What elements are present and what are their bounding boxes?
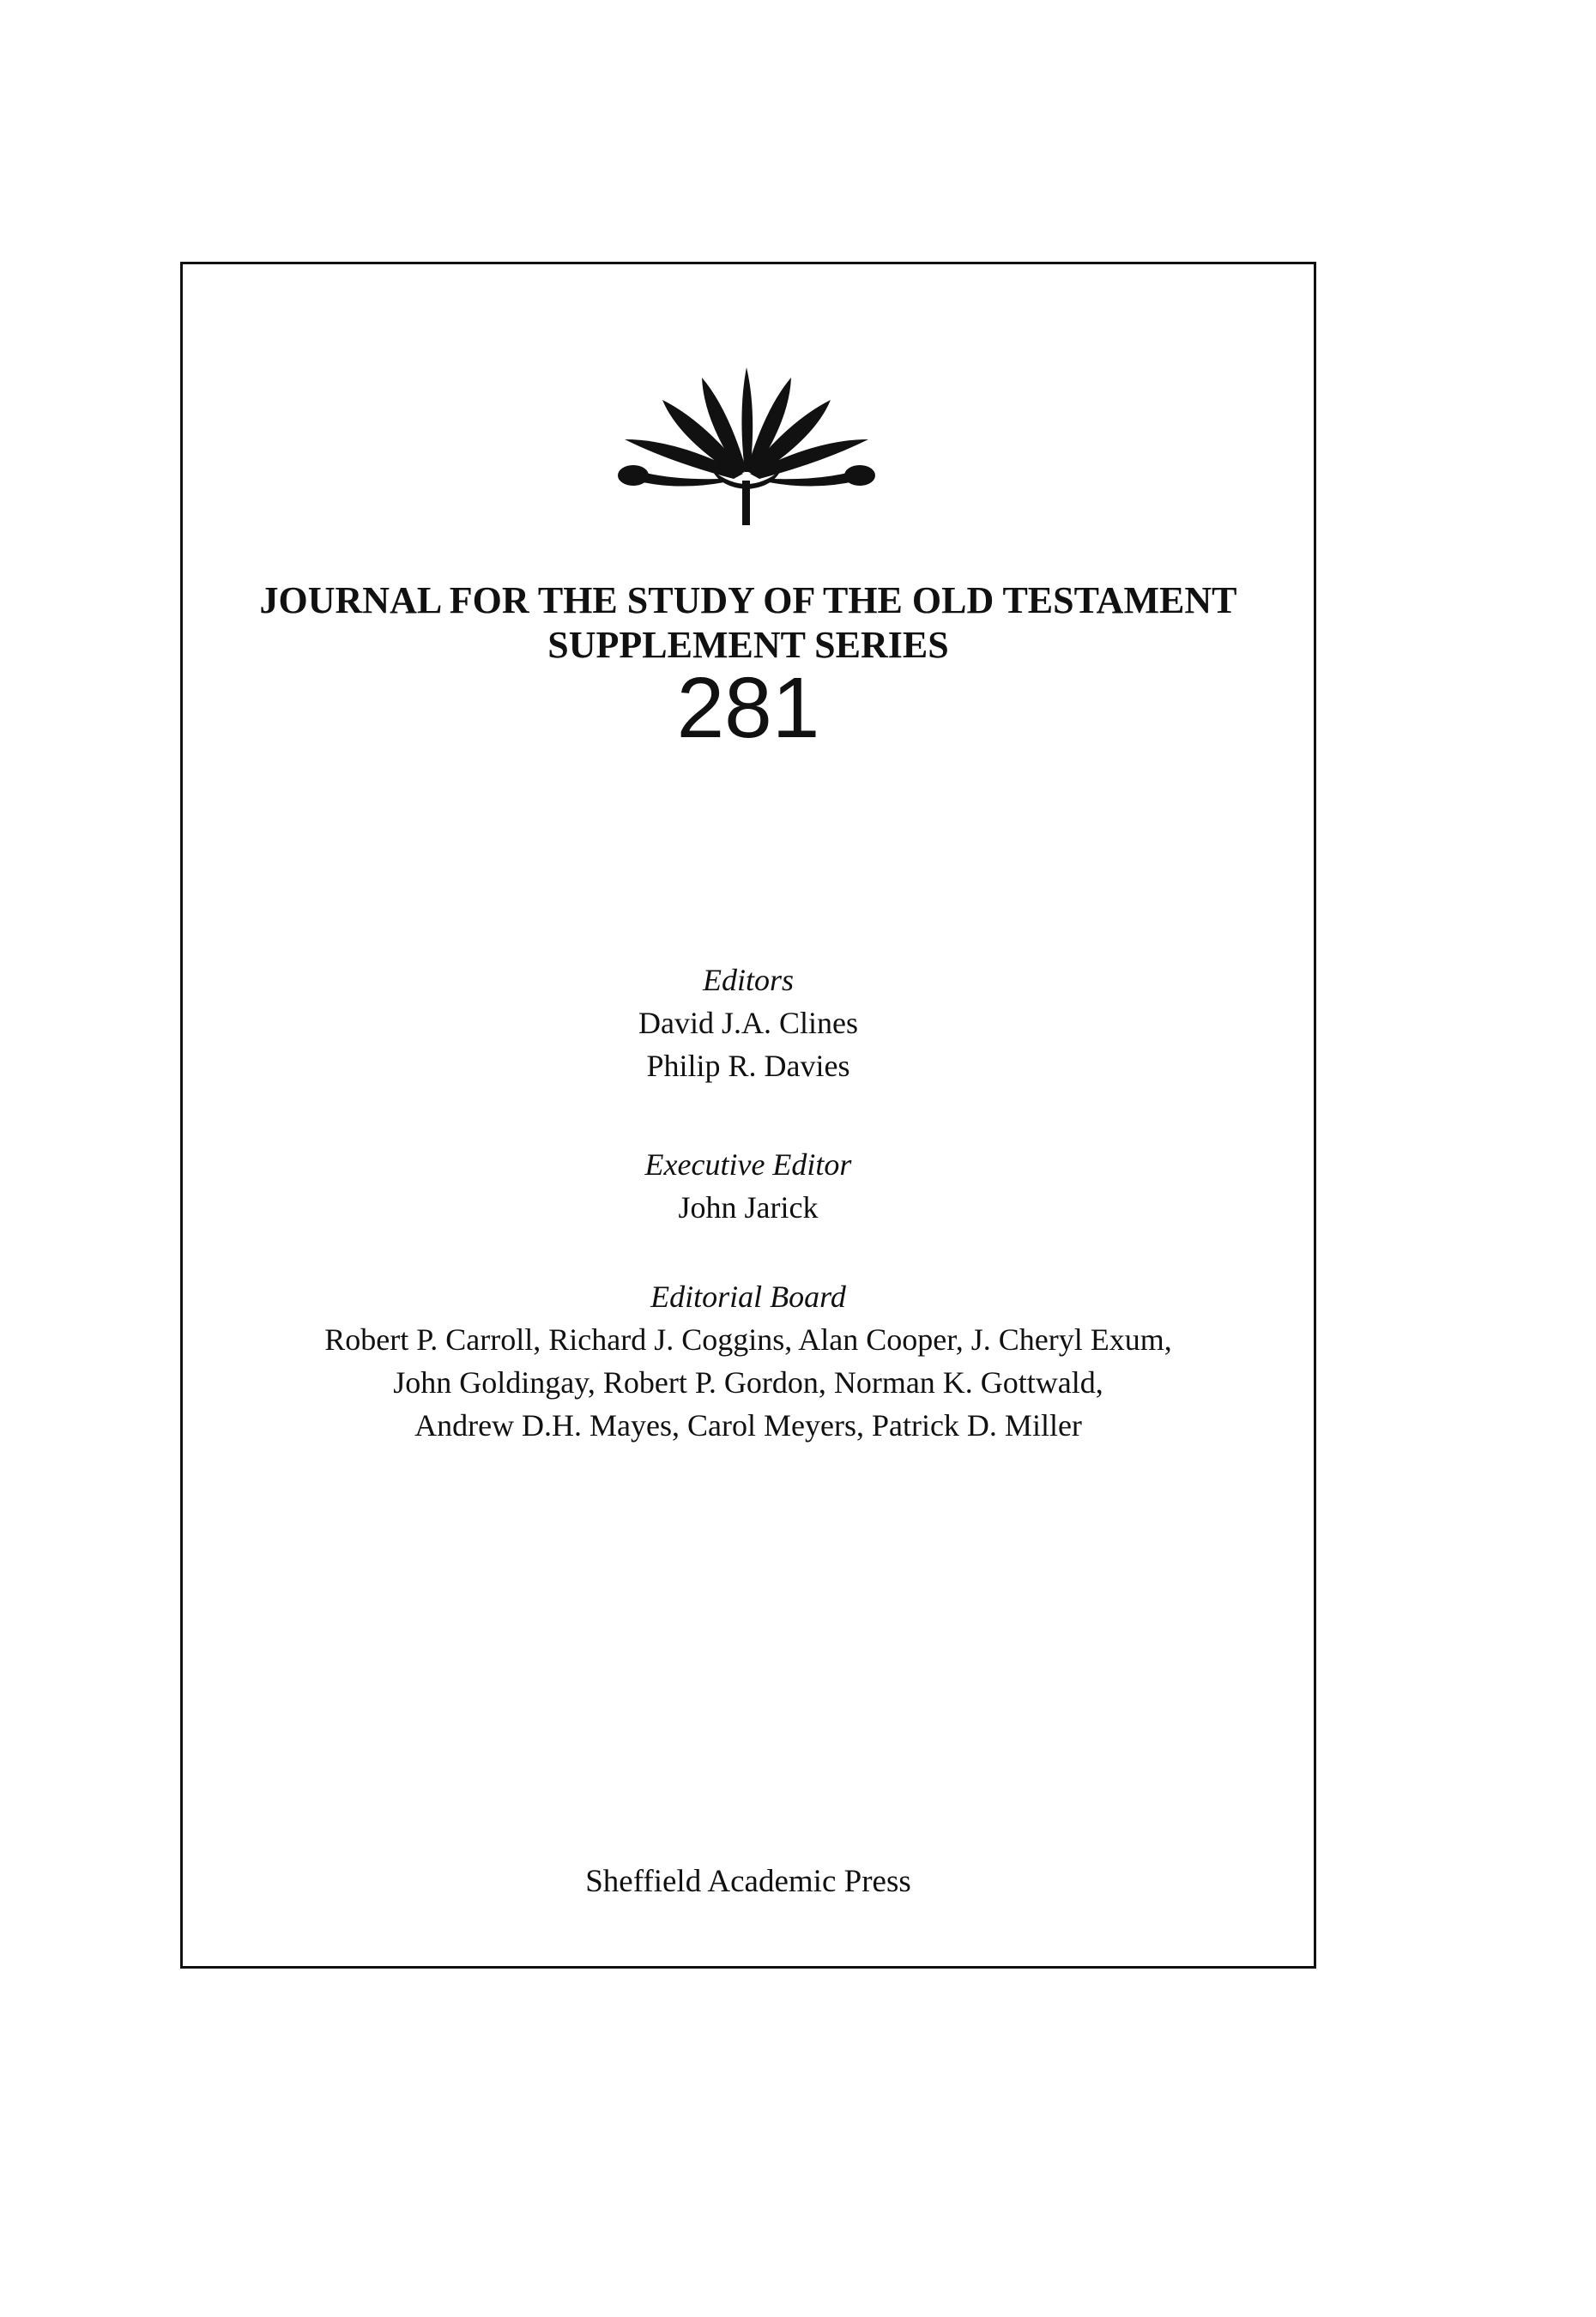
editorial-board-line: Andrew D.H. Mayes, Carol Meyers, Patrick D. Miller — [414, 1408, 1082, 1443]
series-title-line2: SUPPLEMENT SERIES — [547, 624, 949, 666]
series-title-line1: JOURNAL FOR THE STUDY OF THE OLD TESTAMENT — [259, 579, 1237, 621]
editors-label: Editors — [702, 963, 794, 997]
editor-name: David J.A. Clines — [638, 1006, 858, 1040]
editorial-board-line: John Goldingay, Robert P. Gordon, Norman K. Gottwald, — [393, 1365, 1103, 1400]
palm-fan-emblem-icon — [609, 360, 884, 532]
executive-editor-block — [180, 1143, 1316, 1229]
editor-name: Philip R. Davies — [646, 1049, 850, 1083]
editorial-board-block — [180, 1275, 1316, 1447]
publisher-name: Sheffield Academic Press — [585, 1864, 911, 1899]
editorial-board-label: Editorial Board — [650, 1279, 846, 1314]
volume-number: 281 — [676, 660, 820, 756]
editorial-board-line: Robert P. Carroll, Richard J. Coggins, Alan Cooper, J. Cheryl Exum, — [324, 1322, 1172, 1357]
executive-editor-name: John Jarick — [678, 1190, 819, 1225]
executive-editor-label: Executive Editor — [644, 1147, 852, 1182]
editors-block — [180, 959, 1316, 1087]
